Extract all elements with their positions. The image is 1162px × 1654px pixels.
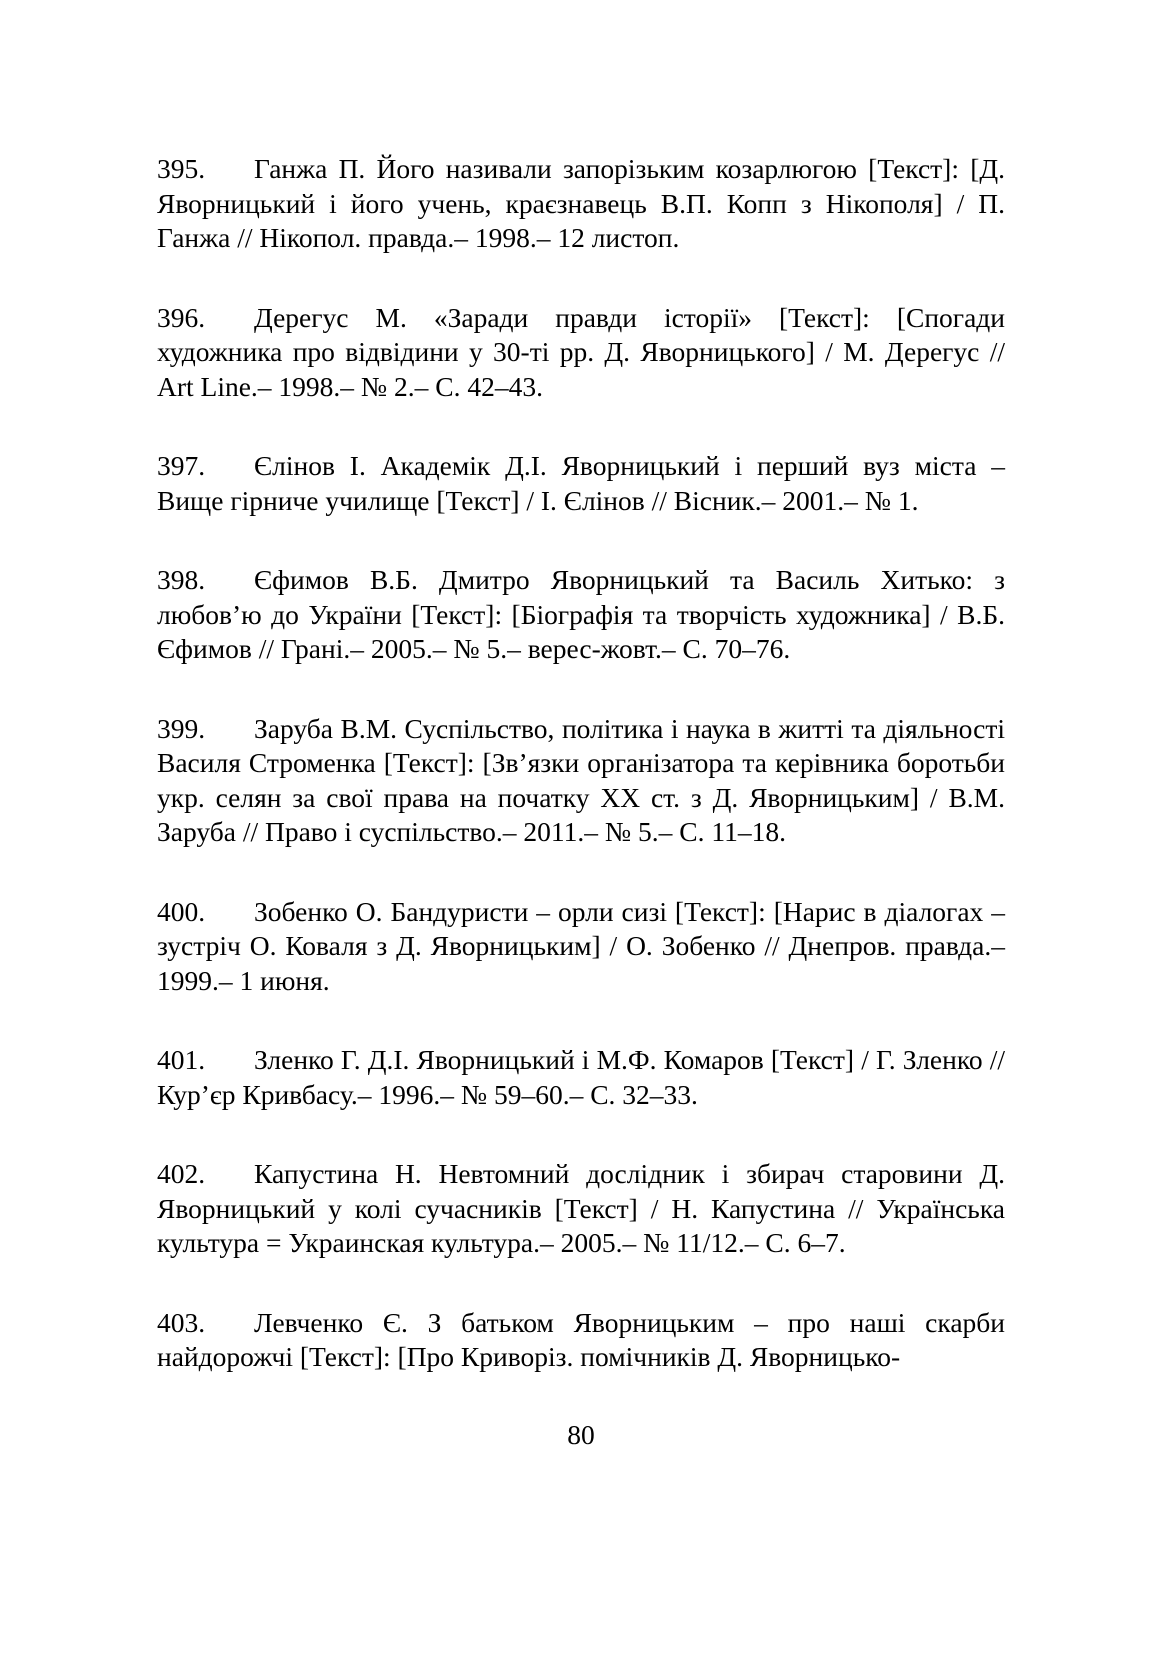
entry-text: Єлінов І. Академік Д.І. Яворницький і перший вуз міста – Вище гірниче училище [Текст] / І. Єлінов // Вісник.– 2001.– № 1. — [157, 450, 1005, 516]
entry-text: Зобенко О. Бандуристи – орли сизі [Текст]: [Нарис в діалогах – зустріч О. Коваля з Д. Яворницьким] / О. Зобенко // Днепров. правда.– 1999.– 1 июня. — [157, 895, 1005, 996]
entry-number: 395. — [157, 153, 206, 184]
bibliography-list — [157, 152, 1005, 1420]
entry-text: Зленко Г. Д.І. Яворницький і М.Ф. Комаров [Текст] / Г. Зленко // Кур’єр Кривбасу.– 1996.– № 59–60.– С. 32–33. — [157, 1044, 1005, 1110]
entry-number: 400. — [157, 895, 206, 927]
bibliography-entry-395 — [157, 152, 1005, 256]
entry-text: Левченко Є. З батьком Яворницьким – про наші скарби найдорожчі [Текст]: [Про Криворіз. помічників Д. Яворницько- — [157, 1306, 1005, 1372]
entry-text: Дерегус М. «Заради правди історії» [Текст]: [Спогади художника про відвідини у 30-ті рр. Д. Яворницького] / М. Дерегус // Art Line.– 1998.– № 2.– С. 42–43. — [157, 301, 1005, 402]
bibliography-entry-396 — [157, 301, 1005, 405]
entry-number: 397. — [157, 450, 206, 481]
entry-number: 396. — [157, 301, 206, 333]
entry-number: 399. — [157, 712, 206, 744]
bibliography-entry-400 — [157, 895, 1005, 999]
entry-number: 403. — [157, 1306, 206, 1338]
entry-text: Ганжа П. Його називали запорізьким козарлюгою [Текст]: [Д. Яворницький і його учень, краєзнавець В.П. Копп з Нікополя] / П. Ганжа // Нікопол. правда.– 1998.– 12 листоп. — [157, 153, 1005, 253]
entry-text: Капустина Н. Невтомний дослідник і збирач старовини Д. Яворницький у колі сучасників [Текст] / Н. Капустина // Українська культура = Украинская культура.– 2005.– № 11/12.– С. 6–7. — [157, 1158, 1005, 1258]
entry-number: 398. — [157, 564, 206, 595]
entry-text: Єфимов В.Б. Дмитро Яворницький та Василь Хитько: з любов’ю до України [Текст]: [Біографія та творчість художника] / В.Б. Єфимов // Грані.– 2005.– № 5.– верес-жовт.– С. 70–76. — [157, 564, 1005, 664]
bibliography-entry-399 — [157, 712, 1005, 850]
bibliography-entry-403 — [157, 1306, 1005, 1375]
page-number: 80 — [567, 1419, 595, 1450]
bibliography-entry-401 — [157, 1043, 1005, 1112]
entry-text: Заруба В.М. Суспільство, політика і наука в житті та діяльності Василя Строменка [Текст]: [Зв’язки організатора та керівника боротьби укр. селян за свої права на початку XX ст. з Д. Яворницьким] / В.М. Заруба // Право і суспільство.– 2011.– № 5.– С. 11–18. — [157, 712, 1005, 847]
bibliography-entry-397 — [157, 449, 1005, 518]
bibliography-entry-402 — [157, 1157, 1005, 1261]
bibliography-entry-398 — [157, 563, 1005, 667]
entry-number: 401. — [157, 1044, 206, 1075]
entry-number: 402. — [157, 1158, 206, 1189]
